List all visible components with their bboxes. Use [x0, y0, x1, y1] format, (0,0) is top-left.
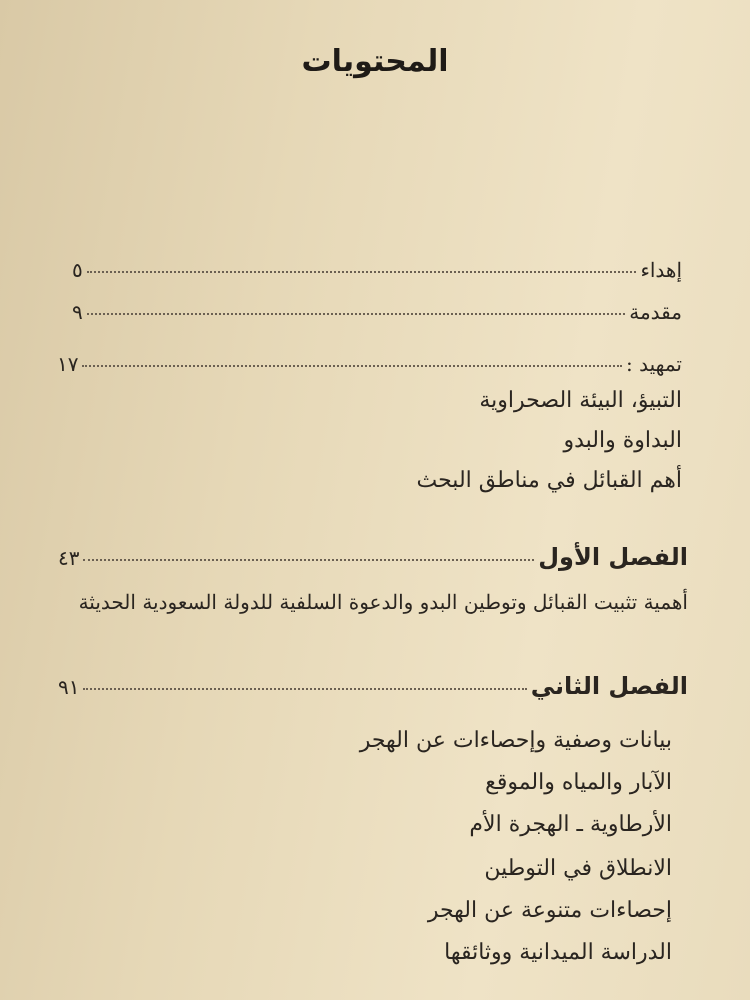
- leader-dots: [87, 313, 625, 315]
- chapter-2-subitem: إحصاءات متنوعة عن الهجر: [427, 898, 672, 923]
- preface-subitem: التبيؤ، البيئة الصحراوية: [479, 388, 682, 413]
- page-number: ٩١: [58, 675, 80, 699]
- toc-label: تمهيد :: [626, 352, 682, 376]
- chapter-2-subitem: الانطلاق في التوطين: [484, 856, 672, 881]
- toc-entry-preface: [57, 352, 682, 376]
- leader-dots: [87, 271, 637, 273]
- toc-entry-introduction: [72, 300, 682, 324]
- leader-dots: [82, 365, 622, 367]
- chapter-2-subitem: الدراسة الميدانية ووثائقها: [444, 940, 672, 965]
- chapter-label: الفصل الأول: [538, 543, 688, 571]
- preface-subitem: البداوة والبدو: [563, 428, 682, 453]
- toc-label: مقدمة: [629, 300, 682, 324]
- chapter-label: الفصل الثاني: [530, 672, 688, 700]
- chapter-2-subitem: الأرطاوية ـ الهجرة الأم: [469, 812, 672, 837]
- toc-chapter-1: [58, 543, 688, 571]
- chapter-2-subitem: بيانات وصفية وإحصاءات عن الهجر: [359, 728, 672, 753]
- chapter-1-subtitle: أهمية تثبيت القبائل وتوطين البدو والدعوة السلفية للدولة السعودية الحديثة: [78, 590, 688, 614]
- toc-entry-dedication: [72, 258, 682, 282]
- page-title: المحتويات: [301, 44, 449, 79]
- page-number: ٩: [72, 300, 83, 324]
- preface-subitem: أهم القبائل في مناطق البحث: [416, 468, 682, 493]
- leader-dots: [83, 559, 534, 561]
- toc-chapter-2: [58, 672, 688, 700]
- page-number: ٤٣: [58, 546, 80, 570]
- chapter-2-subitem: الآبار والمياه والموقع: [485, 770, 672, 795]
- page-number: ٥: [72, 258, 83, 282]
- toc-label: إهداء: [640, 258, 682, 282]
- leader-dots: [83, 688, 526, 690]
- page-number: ١٧: [57, 352, 79, 376]
